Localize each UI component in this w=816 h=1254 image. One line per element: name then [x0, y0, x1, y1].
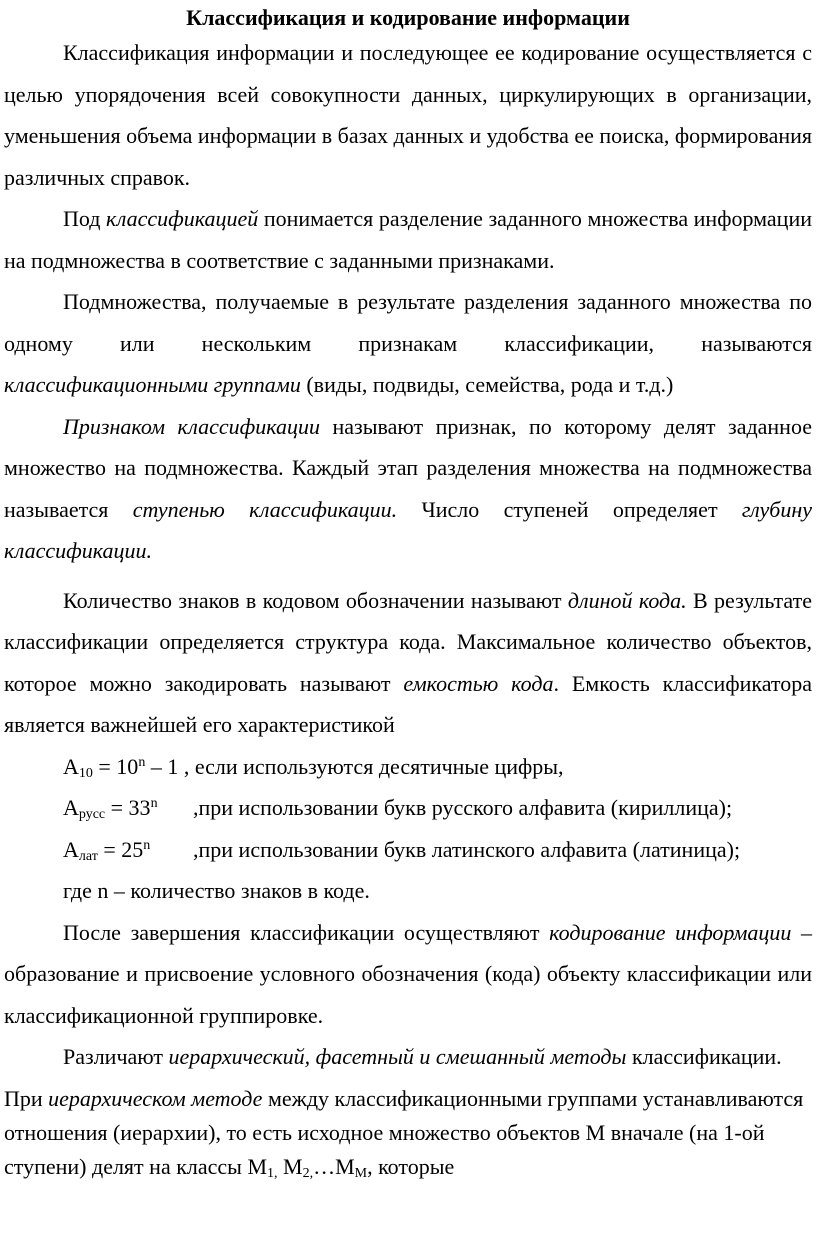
term-code-length: длиной кода.: [567, 587, 687, 613]
formula-latin: $A_{лат} = 25^n$ ,при использовании букв латинского алфавита (латиница);: [63, 836, 741, 864]
term-methods: иерархический, фасетный и смешанный методы: [168, 1044, 627, 1069]
term-classification-step: ступенью классификации.: [132, 496, 398, 522]
page-title: Классификация и кодирование информации: [186, 5, 630, 30]
term-hierarchical-method: иерархическом методе: [48, 1085, 263, 1111]
paragraph-classification-groups: Подмножества, получаемые в результате разделения заданного множества по одному или нескольким признакам классификации, называются классификационными группами (виды, подвиды, семейства, рода и т.д.): [4, 289, 812, 397]
paragraph-classification-attribute: Признаком классификации называют признак, по которому делят заданное множество на подмножества. Каждый этап разделения множества на подмножества называется ступенью классификации. Число ступеней определяет глубину классификации.: [4, 413, 812, 563]
paragraph-classification-definition: Под классификацией понимается разделение заданного множества информации на подмножества в соответствие с заданными признаками.: [4, 206, 812, 273]
paragraph-code-length: Количество знаков в кодовом обозначении называют длиной кода. В результате классификации определяется структура кода. Максимальное количество объектов, которое можно закодировать называют емкостью кода. Емкость классификатора является важнейшей его характеристикой: [4, 587, 813, 737]
paragraph-classification-methods: Различают иерархический, фасетный и смешанный методы классификации.: [63, 1044, 782, 1069]
formula-decimal: $A_{10} = 10^n - 1$ , если используются десятичные цифры,: [63, 753, 564, 781]
formula-cyrillic: $A_{русс} = 33^n$ ,при использовании букв русского алфавита (кириллица);: [63, 795, 733, 822]
paragraph-purpose: Классификация информации и последующее ее кодирование осуществляется с целью упорядочения всей совокупности данных, циркулирующих в организации, уменьшения объема информации в базах данных и удобства ее поиска, формирования различных справок.: [4, 40, 812, 190]
term-classification-attribute: Признаком классификации: [63, 413, 320, 439]
paragraph-hierarchical-method: При иерархическом методе между классификационными группами устанавливаются отношения (иерархии), то есть исходное множество объектов М вначале (на 1-ой ступени) делят на классы $М_{1,}$ $М_{2,}\dots М_М$, которые: [4, 1085, 804, 1181]
term-classification-depth: глубину классификации.: [4, 496, 812, 563]
term-information-coding: кодирование информации: [549, 919, 792, 945]
term-classification: классификацией: [106, 206, 259, 231]
formula-where-note: где n – количество знаков в коде.: [63, 878, 370, 903]
term-code-capacity: емкостью кода: [403, 670, 554, 696]
paragraph-coding-definition: После завершения классификации осуществляют кодирование информации – образование и присвоение условного обозначения (кода) объекту классификации или классификационной группировке.: [4, 919, 813, 1028]
term-classification-groups: классификационными группами: [4, 372, 301, 397]
